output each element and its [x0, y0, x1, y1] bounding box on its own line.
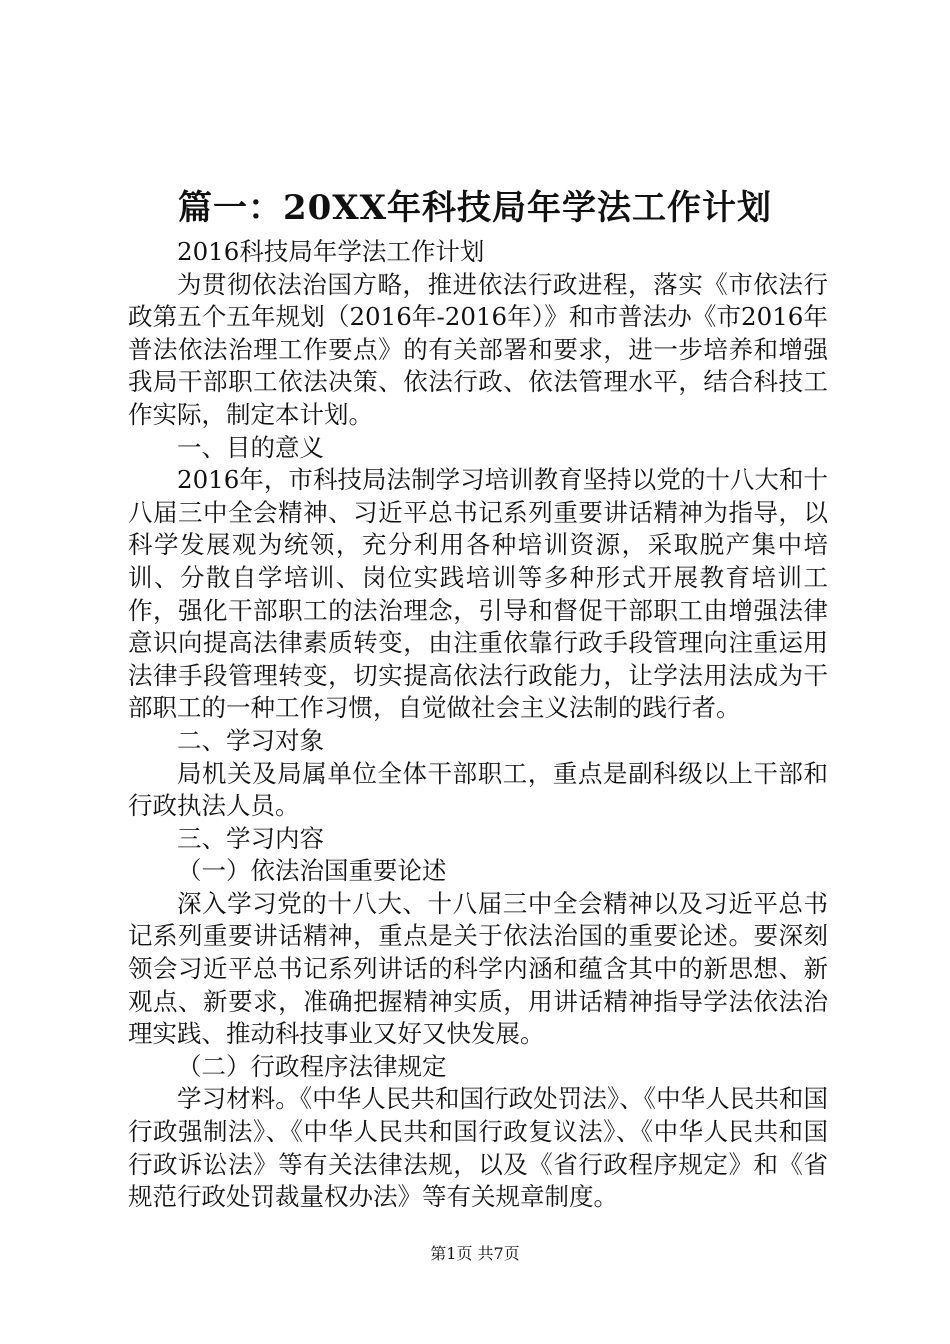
page-footer: 第1页 共7页	[430, 1244, 520, 1263]
paragraph-heading-plan: 2016科技局年学法工作计划	[177, 237, 485, 266]
section-heading-purpose: 一、目的意义	[177, 432, 324, 462]
document-body	[128, 236, 828, 1214]
section-heading-content: 三、学习内容	[177, 823, 324, 853]
paragraph-audience: 局机关及局属单位全体干部职工，重点是副科级以上干部和行政执法人员。	[128, 758, 828, 821]
document-title: 篇一：20XX年科技局年学法工作计划	[177, 188, 773, 228]
paragraph-purpose: 2016年，市科技局法制学习培训教育坚持以党的十八大和十八届三中全会精神、习近平总书记系列重要讲话精神为指导，以科学发展观为统领，充分利用各种培训资源，采取脱产集中培训、分散自学培训、岗位实践培训等多种形式开展教育培训工作，强化干部职工的法治理念，引导和督促干部职工由增强法律意识向提高法律素质转变，由注重依靠行政手段管理向注重运用法律手段管理转变，切实提高依法行政能力，让学法用法成为干部职工的一种工作习惯，自觉做社会主义法制的践行者。	[128, 465, 828, 723]
paragraph-rule-of-law: 深入学习党的十八大、十八届三中全会精神以及习近平总书记系列重要讲话精神，重点是关于依法治国的重要论述。要深刻领会习近平总书记系列讲话的科学内涵和蕴含其中的新思想、新观点、新要求，准确把握精神实质，用讲话精神指导学法依法治理实践、推动科技事业又好又快发展。	[128, 888, 828, 1049]
section-heading-audience: 二、学习对象	[177, 725, 324, 755]
subsection-heading-rule-of-law: （一）依法治国重要论述	[177, 856, 447, 886]
paragraph-intro: 为贯彻依法治国方略，推进依法行政进程，落实《市依法行政第五个五年规划（2016年-2016年）》和市普法办《市2016年普法依法治理工作要点》的有关部署和要求，进一步培养和增强我局干部职工依法决策、依法行政、依法管理水平，结合科技工作实际，制定本计划。	[128, 269, 828, 429]
subsection-heading-procedure-law: （二）行政程序法律规定	[177, 1051, 447, 1081]
paragraph-procedure-law: 学习材料。《中华人民共和国行政处罚法》、《中华人民共和国行政强制法》、《中华人民共和国行政复议法》、《中华人民共和国行政诉讼法》等有关法律法规，以及《省行政程序规定》和《省规范行政处罚裁量权办法》等有关规章制度。	[128, 1084, 828, 1212]
